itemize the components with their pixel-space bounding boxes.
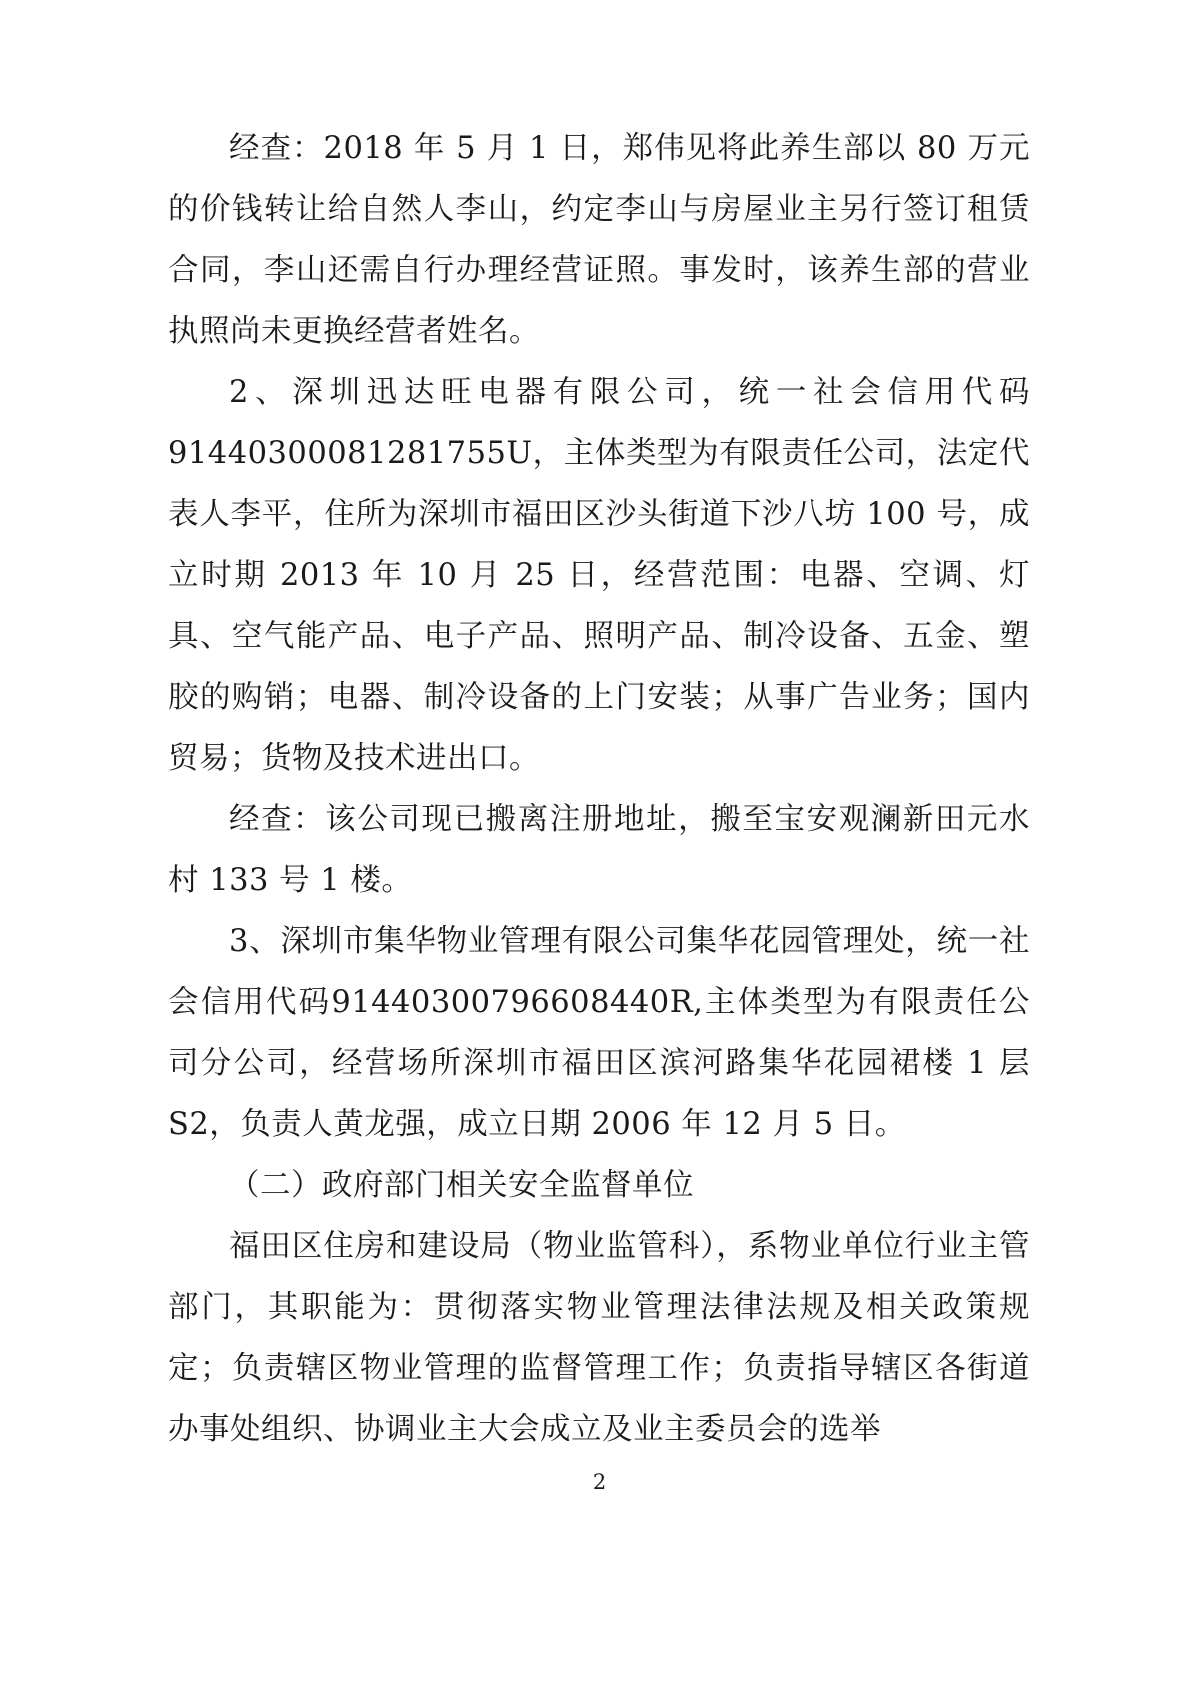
paragraph-3: 经查：该公司现已搬离注册地址，搬至宝安观澜新田元水村 133 号 1 楼。 [168,802,1030,898]
paragraph-4: 3、深圳市集华物业管理有限公司集华花园管理处，统一社会信用代码91440300796608440R,主体类型为有限责任公司分公司，经营场所深圳市福田区滨河路集华花园裙楼 1 层 S2，负责人黄龙强，成立日期 2006 年 12 月 5 日。 [168,924,1041,1142]
page-number: 2 [592,1470,607,1494]
paragraph-5: （二）政府部门相关安全监督单位 [229,1168,694,1203]
paragraph-1: 经查：2018 年 5 月 1 日，郑伟见将此养生部以 80 万元的价钱转让给自然人李山，约定李山与房屋业主另行签订租赁合同，李山还需自行办理经营证照。事发时，该养生部的营业执照尚未更换经营者姓名。 [168,131,1030,349]
paragraph-2: 2、深圳迅达旺电器有限公司，统一社会信用代码91440300081281755U，主体类型为有限责任公司，法定代表人李平，住所为深圳市福田区沙头街道下沙八坊 100 号，成立时期 2013 年 10 月 25 日，经营范围：电器、空调、灯具、空气能产品、电子产品、照明产品、制冷设备、五金、塑胶的购销；电器、制冷设备的上门安装；从事广告业务；国内贸易；货物及技术进出口。 [168,375,1030,776]
document-body [168,118,1041,1460]
paragraph-6: 福田区住房和建设局（物业监管科），系物业单位行业主管部门，其职能为：贯彻落实物业管理法律法规及相关政策规定；负责辖区物业管理的监督管理工作；负责指导辖区各街道办事处组织、协调业主大会成立及业主委员会的选举 [168,1229,1030,1447]
